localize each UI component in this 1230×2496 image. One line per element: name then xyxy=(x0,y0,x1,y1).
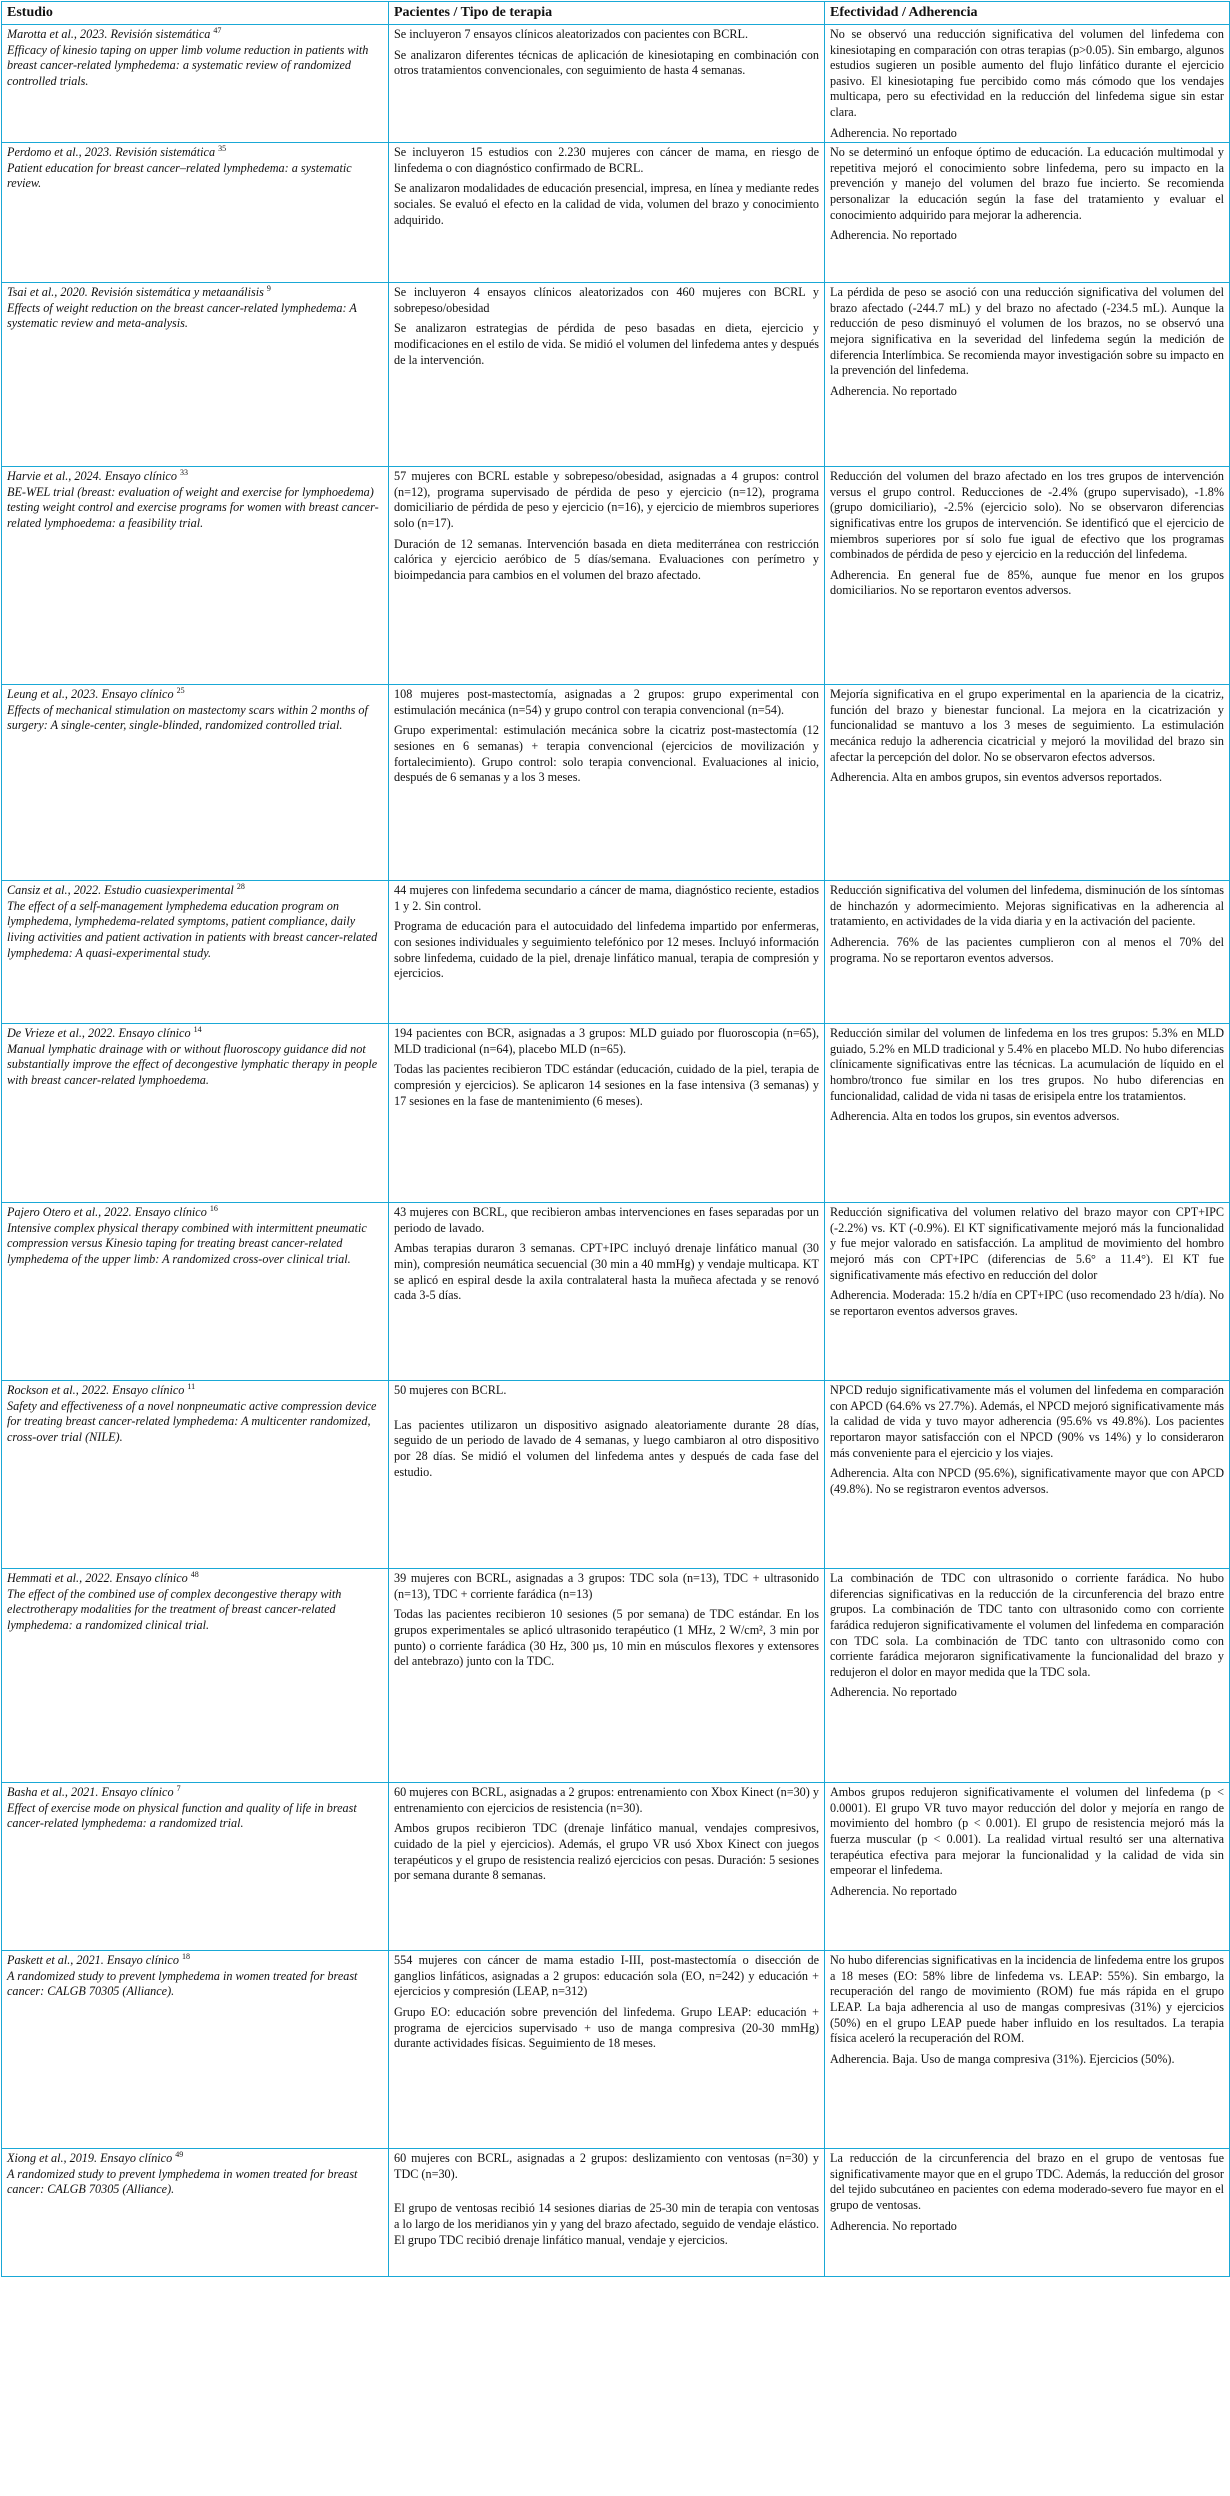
header-study: Estudio xyxy=(2,2,389,25)
effect-text: Reducción significativa del volumen relativo del brazo mayor con CPT+IPC (-2.2%) vs. KT (-0.9%). El KT significativamente mejoró más la funcionalidad y fue mejor valorado en satisfacción. La amplitud de movimiento del hombro mejoró más con CPT+IPC (diferencias de 5.6° a 11.4°). El KT fue significativamente más efectivo en reducción del dolor xyxy=(830,1205,1224,1282)
therapy-text: Duración de 12 semanas. Intervención basada en dieta mediterránea con restricción calórica y ejercicio aeróbico de 5 días/semana. Evaluaciones con perímetro y bioimpedancia para cambios en el volumen del brazo afectado. xyxy=(394,536,819,582)
effect-cell xyxy=(825,143,1230,283)
patients-text: 39 mujeres con BCRL, asignadas a 3 grupos: TDC sola (n=13), TDC + ultrasonido (n=13), TDC + corriente farádica (n=13) xyxy=(394,1571,819,1601)
study-title: A randomized study to prevent lymphedema in women treated for breast cancer: CALGB 70305 (Alliance). xyxy=(7,1968,358,1999)
study-cell xyxy=(2,1024,389,1203)
table-row xyxy=(2,2149,1230,2277)
table-row xyxy=(2,1951,1230,2149)
study-citation: Perdomo et al., 2023. Revisión sistemática xyxy=(7,145,216,160)
patients-cell xyxy=(389,1381,825,1569)
patients-text: 554 mujeres con cáncer de mama estadio I-III, post-mastectomía o disección de ganglios linfáticos, asignadas a 2 grupos: educación sola (EO, n=242) y educación + ejercicios y compresión (LEAP, n=312) xyxy=(394,1953,819,1999)
adherence-text: Adherencia. No reportado xyxy=(830,125,957,140)
study-title: Intensive complex physical therapy combined with intermittent pneumatic compression versus Kinesio taping for treating breast cancer-related lymphedema of the upper limb: A randomized cross-over clinical trial. xyxy=(7,1220,367,1266)
reference-number: 48 xyxy=(190,1570,199,1580)
effect-cell xyxy=(825,685,1230,881)
patients-cell xyxy=(389,143,825,283)
reference-number: 14 xyxy=(193,1025,202,1035)
reference-number: 47 xyxy=(213,25,222,35)
patients-cell xyxy=(389,685,825,881)
patients-text: 60 mujeres con BCRL, asignadas a 2 grupos: entrenamiento con Xbox Kinect (n=30) y entrenamiento con ejercicios de resistencia (n=30). xyxy=(394,1785,819,1815)
spacer xyxy=(394,1404,819,1418)
reference-number: 49 xyxy=(175,2150,184,2160)
study-cell xyxy=(2,143,389,283)
table-row xyxy=(2,25,1230,143)
effect-cell xyxy=(825,1203,1230,1381)
patients-cell xyxy=(389,1569,825,1783)
table-row xyxy=(2,1569,1230,1783)
table-row xyxy=(2,881,1230,1024)
study-title: The effect of a self-management lymphedema education program on lymphedema, lymphedema-related symptoms, patient compliance, daily living activities and patient activation in patients with breast cancer-related lymphedema: A quasi-experimental study. xyxy=(7,898,378,960)
patients-text: Se incluyeron 15 estudios con 2.230 mujeres con cáncer de mama, en riesgo de linfedema o con diagnóstico confirmado de BCRL. xyxy=(394,145,819,175)
patients-cell xyxy=(389,283,825,467)
effect-text: Reducción significativa del volumen del linfedema, disminución de los síntomas de hinchazón y adormecimiento. Mejoras significativas en la adherencia al tratamiento, en actividades de la vida diaria y en la activación del paciente. xyxy=(830,883,1224,929)
spacer xyxy=(394,2187,819,2201)
patients-cell xyxy=(389,881,825,1024)
study-cell xyxy=(2,1569,389,1783)
study-title: Patient education for breast cancer–related lymphedema: a systematic review. xyxy=(7,160,352,191)
adherence-text: Adherencia. No reportado xyxy=(830,383,957,398)
effect-cell xyxy=(825,283,1230,467)
reference-number: 33 xyxy=(179,468,188,478)
adherence-text: Adherencia. Moderada: 15.2 h/día en CPT+IPC (uso recomendado 23 h/día). No se reportaron eventos adversos graves. xyxy=(830,1288,1224,1318)
study-citation: Leung et al., 2023. Ensayo clínico xyxy=(7,687,174,702)
effect-cell xyxy=(825,881,1230,1024)
effect-cell xyxy=(825,1951,1230,2149)
table-row xyxy=(2,143,1230,283)
adherence-text: Adherencia. Baja. Uso de manga compresiva (31%). Ejercicios (50%). xyxy=(830,2051,1175,2066)
effect-cell xyxy=(825,467,1230,685)
effect-cell xyxy=(825,1569,1230,1783)
therapy-text: Se analizaron modalidades de educación presencial, impresa, en línea y mediante redes sociales. Se evaluó el efecto en la calidad de vida, volumen del brazo y conocimiento adquirido. xyxy=(394,181,819,227)
adherence-text: Adherencia. No reportado xyxy=(830,2218,957,2233)
table-row xyxy=(2,1381,1230,1569)
adherence-text: Adherencia. Alta con NPCD (95.6%), significativamente mayor que con APCD (49.8%). No se registraron eventos adversos. xyxy=(830,1466,1224,1496)
study-citation: Tsai et al., 2020. Revisión sistemática y metaanálisis xyxy=(7,285,264,300)
study-cell xyxy=(2,1951,389,2149)
table-row xyxy=(2,1203,1230,1381)
study-citation: Xiong et al., 2019. Ensayo clínico xyxy=(7,2151,173,2166)
patients-text: Se incluyeron 7 ensayos clínicos aleatorizados con pacientes con BCRL. xyxy=(394,27,749,41)
patients-cell xyxy=(389,1203,825,1381)
study-cell xyxy=(2,1381,389,1569)
study-title: BE-WEL trial (breast: evaluation of weight and exercise for lymphoedema) testing weight control and exercise programs for women with breast cancer-related lymphoedema: a feasibility trial. xyxy=(7,484,379,530)
effect-text: No hubo diferencias significativas en la incidencia de linfedema entre los grupos a 18 meses (EO: 58% libre de linfedema vs. LEAP: 55%). Sin embargo, la recuperación del rango de movimiento (ROM) fue más rápida en el grupo LEAP. La baja adherencia al uso de mangas compresivas (31%) y ejercicios (50%) en el grupo LEAP puede haber influido en los resultados. La terapia física aceleró la recuperación del ROM. xyxy=(830,1953,1224,2046)
study-cell xyxy=(2,1203,389,1381)
effect-text: NPCD redujo significativamente más el volumen del linfedema en comparación con APCD (64.6% vs 27.7%). Además, el NPCD mejoró significativamente más la calidad de vida y tuvo mayor adherencia (95.6% vs 49.8%). Los pacientes reportaron mayor satisfacción con el NPCD (90% vs 14%) y lo consideraron más conveniente para el ejercicio y los viajes. xyxy=(830,1383,1224,1460)
adherence-text: Adherencia. Alta en ambos grupos, sin eventos adversos reportados. xyxy=(830,770,1163,785)
effect-text: La pérdida de peso se asoció con una reducción significativa del volumen del brazo afectado (-244.7 mL) y del brazo no afectado (-234.5 mL). Aunque la reducción de peso disminuyó el volumen de los brazos, no se observó una mejora significativa en la severidad del linfedema según la medición de diferencia Interlímbica. Se recomienda mayor investigación sobre su impacto en la prevención del linfedema. xyxy=(830,285,1224,378)
effect-text: Mejoría significativa en el grupo experimental en la apariencia de la cicatriz, función del brazo y bienestar funcional. La mejora en la cicatrización y funcionalidad se mantuvo a los 3 meses de seguimiento. La estimulación mecánica redujo la adherencia cicatricial y mejoró la movilidad del brazo sin afectar la percepción del dolor. No se observaron efectos adversos. xyxy=(830,687,1224,764)
adherence-text: Adherencia. En general fue de 85%, aunque fue menor en los grupos domiciliarios. No se reportaron eventos adversos. xyxy=(830,567,1224,598)
study-cell xyxy=(2,881,389,1024)
therapy-text: Todas las pacientes recibieron TDC estándar (educación, cuidado de la piel, terapia de compresión y ejercicios). Se aplicaron 14 sesiones en la fase intensiva (3 semanas) y 17 sesiones en la fase de mantenimiento (6 meses). xyxy=(394,1062,819,1108)
patients-cell xyxy=(389,1783,825,1951)
studies-table xyxy=(1,1,1230,2277)
patients-cell xyxy=(389,467,825,685)
effect-text: La combinación de TDC con ultrasonido o corriente farádica. No hubo diferencias significativas en la reducción de la circunferencia del brazo entre grupos. La combinación de TDC tanto con ultrasonido como con corriente farádica redujeron significativamente el volumen del linfedema en comparación con TDC sola. La combinación de TDC tanto con ultrasonido como con corriente farádica mejoraron significativamente la funcionalidad del brazo y redujeron el dolor en mayor medida que la TDC sola. xyxy=(830,1571,1224,1679)
reference-number: 9 xyxy=(266,284,271,294)
effect-text: La reducción de la circunferencia del brazo en el grupo de ventosas fue significativamente mayor que en el grupo TDC. Además, la reducción del grosor del tejido subcutáneo en pacientes con edema moderado-severo fue mayor en el grupo de ventosas. xyxy=(830,2151,1224,2212)
effect-text: No se observó una reducción significativa del volumen del linfedema con kinesiotaping en comparación con otras terapias (p>0.05). Sin embargo, algunos estudios sugieren un posible aumento del flujo linfático durante el ejercicio pasivo. El kinesiotaping fue percibido como más cómodo que los vendajes multicapa, pero su efectividad en la reducción del linfedema sigue sin estar clara. xyxy=(830,27,1224,119)
patients-text: 50 mujeres con BCRL. xyxy=(394,1383,507,1398)
effect-text: Ambos grupos redujeron significativamente el volumen del linfedema (p < 0.0001). El grupo VR tuvo mayor reducción del dolor y mejoría en rango de movimiento del hombro (p < 0.001). El grupo de resistencia mejoró más la fuerza muscular (p < 0.001). La realidad virtual resultó ser una alternativa terapéutica efectiva para mejorar la funcionalidad y la calidad de vida sin empeorar el linfedema. xyxy=(830,1785,1224,1878)
study-title: Manual lymphatic drainage with or without fluoroscopy guidance did not substantially improve the effect of decongestive lymphatic therapy in people with breast cancer-related lymphoedema. xyxy=(7,1041,378,1087)
therapy-text: Programa de educación para el autocuidado del linfedema impartido por enfermeras, con sesiones individuales y seguimiento telefónico por 12 meses. Incluyó información sobre linfedema, cuidado de la piel, drenaje linfático manual, terapia de compresión y ejercicios. xyxy=(394,919,819,981)
table-header-row xyxy=(2,2,1230,25)
study-title: A randomized study to prevent lymphedema in women treated for breast cancer: CALGB 70305 (Alliance). xyxy=(7,2166,358,2197)
therapy-text: Se analizaron estrategias de pérdida de peso basadas en dieta, ejercicio y modificaciones en el estilo de vida. Se midió el volumen del linfedema antes y después de la intervención. xyxy=(394,321,819,367)
study-citation: Cansiz et al., 2022. Estudio cuasiexperimental xyxy=(7,883,234,898)
effect-cell xyxy=(825,1381,1230,1569)
effect-cell xyxy=(825,25,1230,143)
study-citation: Marotta et al., 2023. Revisión sistemática xyxy=(7,27,211,41)
study-citation: Basha et al., 2021. Ensayo clínico xyxy=(7,1785,174,1800)
header-patients: Pacientes / Tipo de terapia xyxy=(389,2,825,25)
effect-text: Reducción similar del volumen de linfedema en los tres grupos: 5.3% en MLD guiado, 5.2% en MLD tradicional y 5.4% en placebo MLD. No hubo diferencias clínicamente significativas entre las técnicas. La acumulación de líquido en el hombro/tronco fue similar en los tres grupos. No hubo diferencias en funcionalidad, calidad de vida ni tasas de erisipela entre los tratamientos. xyxy=(830,1026,1224,1103)
adherence-text: Adherencia. No reportado xyxy=(830,1883,957,1898)
patients-text: Se incluyeron 4 ensayos clínicos aleatorizados con 460 mujeres con BCRL y sobrepeso/obesidad xyxy=(394,285,819,315)
reference-number: 7 xyxy=(176,1784,181,1794)
header-effectiveness: Efectividad / Adherencia xyxy=(825,2,1230,25)
therapy-text: Se analizaron diferentes técnicas de aplicación de kinesiotaping en combinación con otros tratamientos convencionales, con seguimiento de hasta 4 semanas. xyxy=(394,47,819,78)
patients-cell xyxy=(389,2149,825,2277)
therapy-text: Todas las pacientes recibieron 10 sesiones (5 por semana) de TDC estándar. En los grupos experimentales se aplicó ultrasonido terapéutico (1 MHz, 2 W/cm², 3 min por punto) o corriente farádica (30 Hz, 300 µs, 10 min en músculos flexores y extensores del antebrazo) junto con la TDC. xyxy=(394,1607,819,1669)
effect-cell xyxy=(825,1024,1230,1203)
study-title: Safety and effectiveness of a novel nonpneumatic active compression device for treating breast cancer-related lymphedema: A multicenter randomized, cross-over trial (NILE). xyxy=(7,1398,377,1444)
table-row xyxy=(2,685,1230,881)
study-cell xyxy=(2,467,389,685)
therapy-text: Ambas terapias duraron 3 semanas. CPT+IPC incluyó drenaje linfático manual (30 min), compresión neumática secuencial (30 min a 40 mmHg) y vendaje multicapa. KT se aplicó en espiral desde la axila contralateral hasta la muñeca afectada y se renovó cada 3-5 días. xyxy=(394,1241,819,1303)
study-cell xyxy=(2,2149,389,2277)
table-row xyxy=(2,467,1230,685)
reference-number: 16 xyxy=(209,1204,218,1214)
study-citation: Hemmati et al., 2022. Ensayo clínico xyxy=(7,1571,188,1586)
reference-number: 25 xyxy=(176,686,185,696)
therapy-text: Grupo experimental: estimulación mecánica sobre la cicatriz post-mastectomía (12 sesiones en 6 semanas) + terapia convencional (ejercicios de movilización y fortalecimiento). Grupo control: solo terapia convencional. Evaluaciones al inicio, después de 6 semanas y a los 3 meses. xyxy=(394,723,819,785)
study-cell xyxy=(2,685,389,881)
adherence-text: Adherencia. No reportado xyxy=(830,228,957,243)
reference-number: 35 xyxy=(218,144,227,154)
therapy-text: Las pacientes utilizaron un dispositivo asignado aleatoriamente durante 28 días, seguido de un periodo de lavado de 4 semanas, y luego cambiaron al otro dispositivo por 28 días. Se midió el volumen del linfedema antes y después de cada fase del estudio. xyxy=(394,1417,819,1479)
patients-text: 194 pacientes con BCR, asignadas a 3 grupos: MLD guiado por fluoroscopia (n=65), MLD tradicional (n=64), placebo MLD (n=65). xyxy=(394,1026,819,1056)
patients-cell xyxy=(389,25,825,143)
therapy-text: El grupo de ventosas recibió 14 sesiones diarias de 25-30 min de terapia con ventosas a lo largo de los meridianos yin y yang del brazo afectado, seguido de vendaje elástico. El grupo TDC recibió drenaje linfático manual, vendaje y ejercicios. xyxy=(394,2201,819,2247)
study-citation: Harvie et al., 2024. Ensayo clínico xyxy=(7,469,177,484)
reference-number: 11 xyxy=(187,1382,196,1392)
adherence-text: Adherencia. Alta en todos los grupos, sin eventos adversos. xyxy=(830,1109,1120,1124)
table-row xyxy=(2,283,1230,467)
study-citation: De Vrieze et al., 2022. Ensayo clínico xyxy=(7,1026,191,1041)
study-title: Efficacy of kinesio taping on upper limb volume reduction in patients with breast cancer-related lymphedema: a systematic review of randomized controlled trials. xyxy=(7,42,369,88)
patients-text: 43 mujeres con BCRL, que recibieron ambas intervenciones en fases separadas por un periodo de lavado. xyxy=(394,1205,819,1235)
effect-text: No se determinó un enfoque óptimo de educación. La educación multimodal y repetitiva mejoró el conocimiento sobre linfedema, pero su impacto en la prevención y manejo del volumen del brazo fue incierto. Se recomienda personalizar la educación según la fase del tratamiento y evaluar el conocimiento adquirido para mejorar la adherencia. xyxy=(830,145,1224,222)
table-row xyxy=(2,1783,1230,1951)
study-citation: Pajero Otero et al., 2022. Ensayo clínico xyxy=(7,1205,207,1220)
effect-cell xyxy=(825,2149,1230,2277)
study-cell xyxy=(2,283,389,467)
study-citation: Paskett et al., 2021. Ensayo clínico xyxy=(7,1953,179,1968)
study-title: The effect of the combined use of complex decongestive therapy with electrotherapy modalities for the treatment of breast cancer-related lymphedema: a randomized clinical trial. xyxy=(7,1586,342,1632)
patients-text: 108 mujeres post-mastectomía, asignadas a 2 grupos: grupo experimental con estimulación mecánica (n=54) y grupo control con terapia convencional (n=54). xyxy=(394,687,819,717)
table-row xyxy=(2,1024,1230,1203)
study-title: Effect of exercise mode on physical function and quality of life in breast cancer-related lymphedema: a randomized trial. xyxy=(7,1800,357,1831)
study-citation: Rockson et al., 2022. Ensayo clínico xyxy=(7,1383,185,1398)
reference-number: 18 xyxy=(182,1952,190,1962)
therapy-text: Ambos grupos recibieron TDC (drenaje linfático manual, vendajes compresivos, cuidado de la piel y ejercicios). Además, el grupo VR usó Xbox Kinect con juegos terapéuticos y el grupo de resistencia realizó ejercicios con pesas. Duración: 5 sesiones por semana durante 8 semanas. xyxy=(394,1821,819,1883)
reference-number: 28 xyxy=(236,882,245,892)
study-cell xyxy=(2,25,389,143)
patients-text: 44 mujeres con linfedema secundario a cáncer de mama, diagnóstico reciente, estadios 1 y 2. Sin control. xyxy=(394,883,819,913)
adherence-text: Adherencia. 76% de las pacientes cumplieron con al menos el 70% del programa. No se reportaron eventos adversos. xyxy=(830,934,1224,965)
effect-cell xyxy=(825,1783,1230,1951)
effect-text: Reducción del volumen del brazo afectado en los tres grupos de intervención versus el grupo control. Reducciones de -2.4% (grupo supervisado), -1.8% (grupo domiciliario), -2.5% (ejercicio solo). No se observaron diferencias significativas entre los grupos de intervención. Se identificó que el ejercicio de miembros superiores por sí solo fue igual de efectivo que los programas combinados de pérdida de peso y ejercicio en la reducción del linfedema. xyxy=(830,469,1224,562)
patients-text: 57 mujeres con BCRL estable y sobrepeso/obesidad, asignadas a 4 grupos: control (n=12), programa supervisado de pérdida de peso y ejercicio (n=12), programa domiciliario de pérdida de peso y ejercicio (n=16), y ejercicio de miembros superiores solo (n=17). xyxy=(394,469,819,530)
patients-cell xyxy=(389,1951,825,2149)
study-title: Effects of mechanical stimulation on mastectomy scars within 2 months of surgery: A single-center, single-blinded, randomized controlled trial. xyxy=(7,702,368,733)
study-title: Effects of weight reduction on the breast cancer-related lymphedema: A systematic review and meta-analysis. xyxy=(7,300,357,331)
patients-text: 60 mujeres con BCRL, asignadas a 2 grupos: deslizamiento con ventosas (n=30) y TDC (n=30). xyxy=(394,2151,819,2181)
adherence-text: Adherencia. No reportado xyxy=(830,1685,957,1700)
study-cell xyxy=(2,1783,389,1951)
patients-cell xyxy=(389,1024,825,1203)
therapy-text: Grupo EO: educación sobre prevención del linfedema. Grupo LEAP: educación + programa de ejercicios supervisado + uso de manga compresiva (20-30 mmHg) durante actividades físicas. Seguimiento de 18 meses. xyxy=(394,2004,819,2051)
